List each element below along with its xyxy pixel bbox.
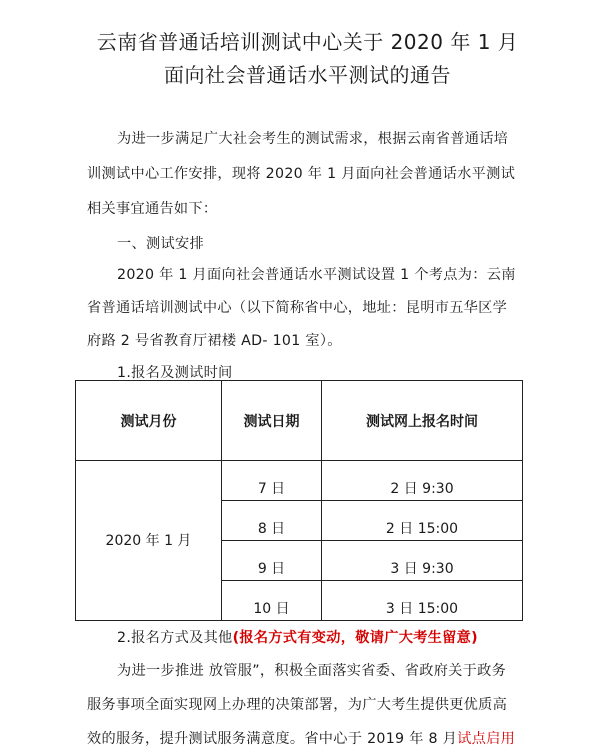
site-line-2: 省普通话培训测试中心（以下简称省中心，地址：昆明市五华区学 (87, 300, 508, 316)
date-cell: 9 日 (222, 541, 322, 581)
notice-title-line-2: 面向社会普通话水平测试的通告 (164, 63, 451, 87)
change-notice: (报名方式有变动，敬请广大考生留意) (232, 630, 478, 646)
date-cell: 8 日 (222, 501, 322, 541)
subheading-registration-time: 1.报名及测试时间 (117, 365, 233, 381)
subheading-registration-method (117, 627, 478, 647)
header-registration-time: 测试网上报名时间 (322, 381, 523, 461)
table-header-row (76, 381, 523, 461)
date-cell: 7 日 (222, 461, 322, 501)
registration-time-cell: 3 日 15:00 (322, 581, 523, 621)
registration-time-cell: 2 日 9:30 (322, 461, 523, 501)
table-row (76, 461, 523, 501)
notice-title-line-1: 云南省普通话培训测试中心关于 2020 年 1 月 (96, 30, 519, 54)
site-line-1: 2020 年 1 月面向社会普通话水平测试设置 1 个考点为：云南 (117, 267, 516, 283)
subheading-registration-method-label: 2.报名方式及其他 (117, 630, 233, 646)
para2-line-1: 为进一步推进 放管服”，积极全面落实省委、省政府关于政务 (117, 663, 507, 679)
section-heading-test-arrangement: 一、测试安排 (117, 236, 204, 252)
site-line-3: 府路 2 号省教育厅裙楼 AD- 101 室）。 (87, 333, 342, 349)
intro-line-1: 为进一步满足广大社会考生的测试需求，根据云南省普通话培 (117, 131, 509, 147)
pilot-launch-highlight: 试点启用 (457, 731, 516, 747)
registration-time-cell: 2 日 15:00 (322, 501, 523, 541)
para2-line-2: 服务事项全面实现网上办理的决策部署，为广大考生提供更优质高 (87, 697, 508, 713)
header-test-date: 测试日期 (222, 381, 322, 461)
para2-line-3-text: 效的服务，提升测试服务满意度。省中心于 2019 年 8 月 (87, 731, 458, 747)
intro-line-2: 训测试中心工作安排，现将 2020 年 1 月面向社会普通话水平测试 (87, 166, 516, 182)
header-test-month: 测试月份 (76, 381, 222, 461)
date-cell: 10 日 (222, 581, 322, 621)
schedule-table (75, 380, 523, 621)
para2-line-3 (87, 728, 515, 748)
intro-line-3: 相关事宜通告如下： (87, 201, 218, 217)
month-cell: 2020 年 1 月 (76, 461, 222, 621)
registration-time-cell: 3 日 9:30 (322, 541, 523, 581)
